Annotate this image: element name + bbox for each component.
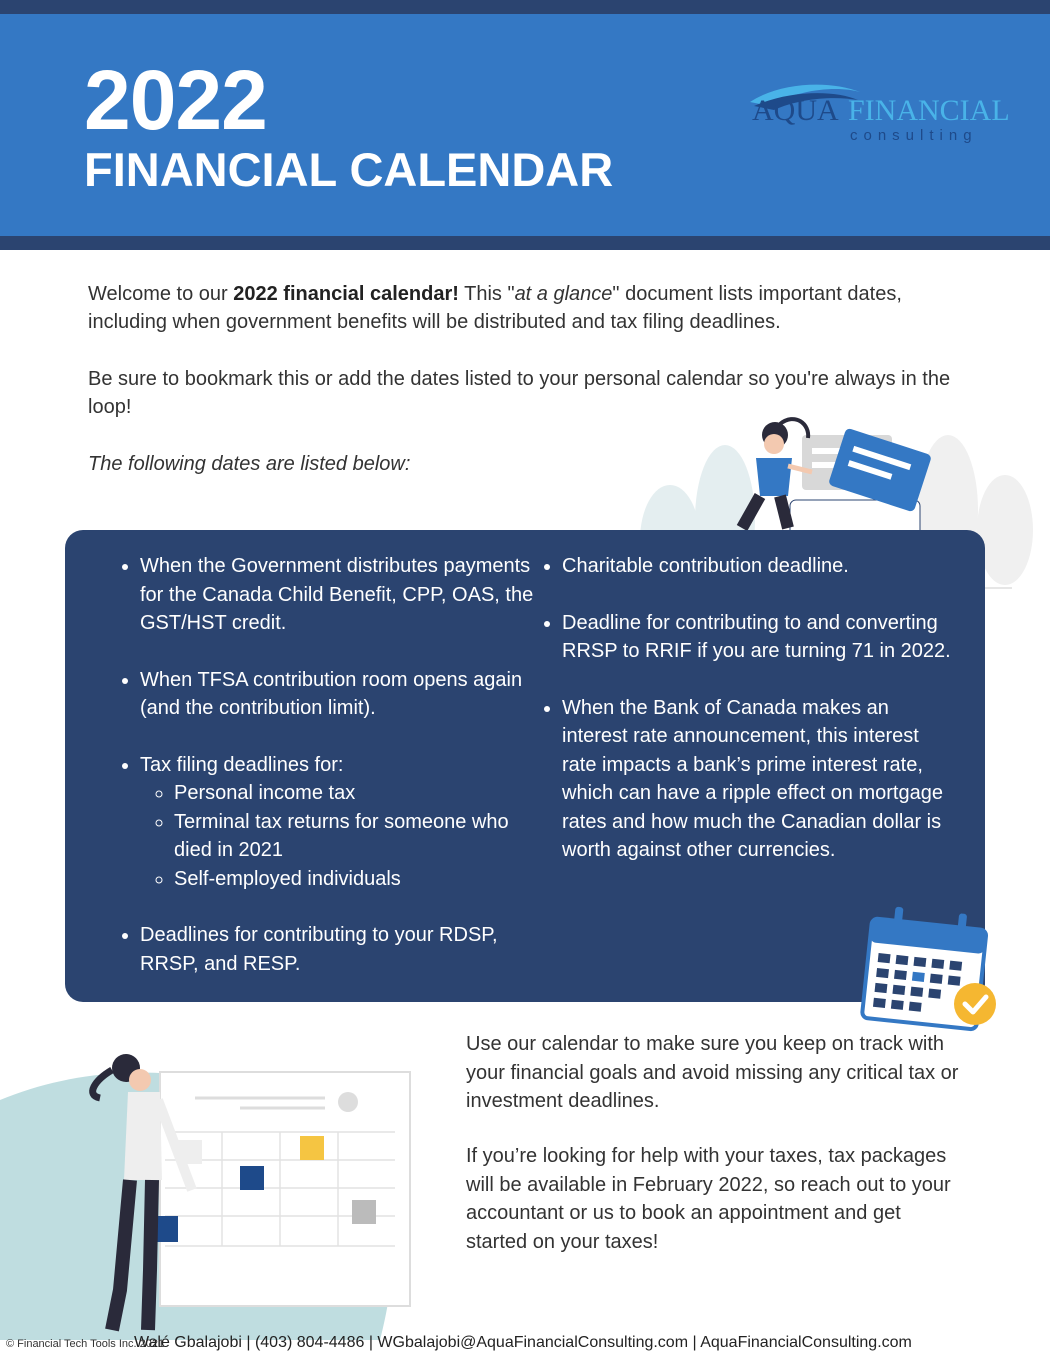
logo-text-aqua: AQUA [752,94,839,127]
list-item: • When the Bank of Canada makes an interest rate announcement, this interest rate impacts a bank’s prime interest rate, which can have a ripple effect on mortgage rates and how much the Canadian dollar is worth against other currencies. [562,694,956,865]
list-item [140,751,534,894]
closing-paragraph-2: If you’re looking for help with your taxes, tax packages will be available in February 2022, so reach out to your accountant or us to book an appointment and get started on your taxes! [466,1145,951,1253]
intro-paragraph-2: Be sure to bookmark this or add the dates listed to your personal calendar so you're always in the loop! [88,368,951,418]
list-item: • Deadlines for contributing to your RDSP, RRSP, and RESP. [140,921,534,978]
company-logo [740,80,1010,150]
page-year: 2022 [84,53,267,147]
logo-tagline: consulting [850,127,978,144]
dates-list-right [536,552,956,893]
footer [6,1334,1046,1354]
list-item-label: Tax filing deadlines for: [140,753,344,776]
intro-paragraph-3: The following dates are listed below: [88,453,411,475]
contact-info: Walé Gbalajobi | (403) 804-4486 | WGbalajobi@AquaFinancialConsulting.com | AquaFinancialConsulting.com [134,1334,912,1351]
list-item: • Deadline for contributing to and converting RRSP to RRIF if you are turning 71 in 2022. [562,609,956,666]
dates-list-left [114,552,534,1006]
page-title: FINANCIAL CALENDAR [84,143,614,196]
sub-list-item: ◦ Personal income tax [174,779,534,808]
calendar-check-icon [855,906,1005,1036]
sub-list-item: ◦ Self-employed individuals [174,865,534,894]
list-item: • When the Government distributes payments for the Canada Child Benefit, CPP, OAS, the GST/HST credit. [140,552,534,638]
intro-paragraph-1: Welcome to our 2022 financial calendar! This "at a glance" document lists important dates, including when government benefits will be distributed and tax filing deadlines. [88,283,902,333]
header-top-bar [0,0,1050,14]
logo-text-financial: FINANCIAL [848,94,1010,127]
copyright-notice: © Financial Tech Tools Inc. 2021 [6,1338,165,1350]
closing-paragraph-1: Use our calendar to make sure you keep on track with your financial goals and avoid missing any critical tax or investment deadlines. [466,1033,959,1112]
sub-list-item: ◦ Terminal tax returns for someone who died in 2021 [174,808,534,865]
header-bottom-bar [0,236,1050,250]
woman-with-planner-illustration [0,1040,420,1340]
list-item: • Charitable contribution deadline. [562,552,956,581]
list-item: • When TFSA contribution room opens again (and the contribution limit). [140,666,534,723]
